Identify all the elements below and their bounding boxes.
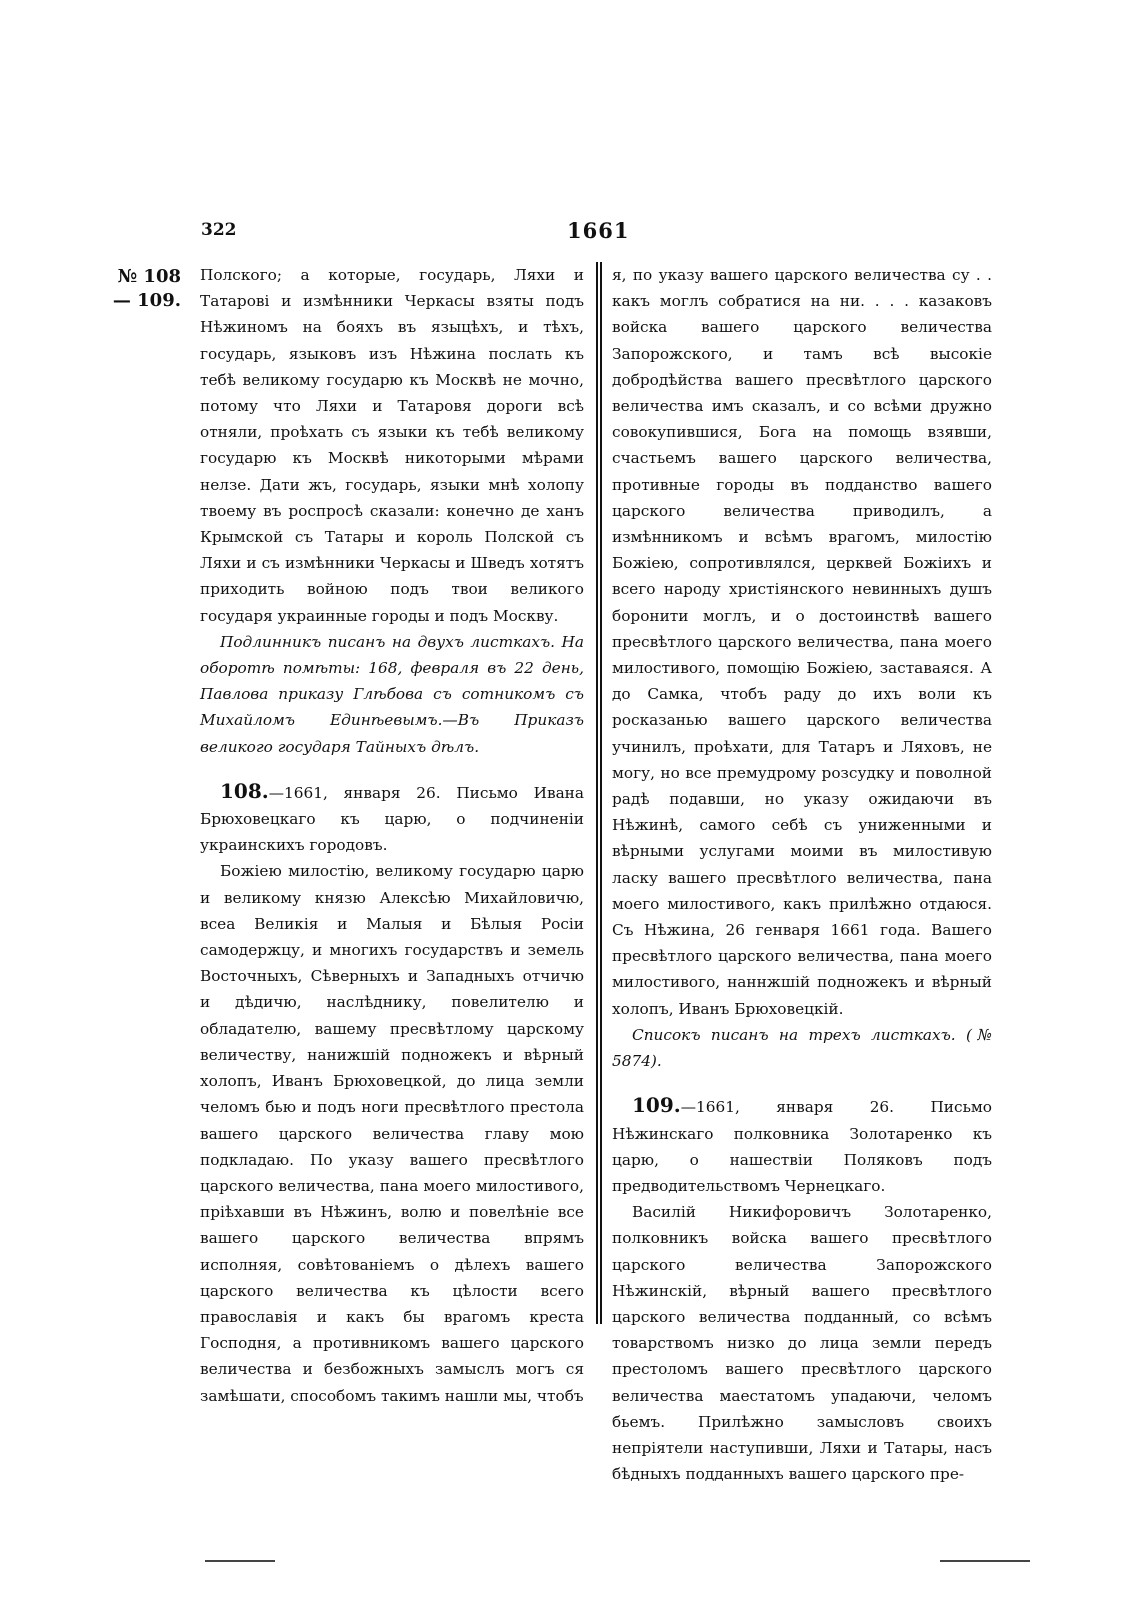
left-column xyxy=(200,262,584,1409)
bottom-scan-mark-left xyxy=(205,1560,275,1562)
right-column xyxy=(612,262,992,1487)
column-divider-right xyxy=(600,262,602,1324)
doc108-tail-text: Полского; а которые, государь, Ляхи и Татарові и измѣнники Черкасы взяты подъ Нѣжиномъ на бояхъ въ языцѣхъ, и тѣхъ, государь, языковъ изъ Нѣжина послать къ тебѣ великому государю къ Москвѣ не мочно, потому что Ляхи и Татаровя дороги всѣ отняли, проѣхать съ языки къ тебѣ великому государю къ Москвѣ никоторыми мѣрами нелзе. Дати жъ, государь, языки мнѣ холопу твоему въ роспросѣ сказали: конечно де ханъ Крымской съ Татары и король Полской съ Ляхи и съ измѣнники Черкасы и Шведъ хотятъ приходить войною подъ твои великого государя украинные городы и подъ Москву. xyxy=(200,266,584,625)
doc-number: 108. xyxy=(220,778,269,803)
margin-note-line-2: — 109. xyxy=(112,290,181,311)
page-number: 322 xyxy=(201,220,237,240)
doc108-heading xyxy=(200,778,584,859)
margin-document-numbers xyxy=(107,265,181,313)
doc109-heading xyxy=(612,1092,992,1199)
doc108-copy-note: Списокъ писанъ на трехъ листкахъ. (№ 5874). xyxy=(612,1025,992,1071)
doc109-body-text: Василій Никифоровичъ Золотаренко, полковникъ войска вашего пресвѣтлого царского величества Запорожского Нѣжинскій, вѣрный вашего пресвѣтлого царского величества подданный, со всѣмъ товарствомъ низко до лица земли передъ престоломъ вашего пресвѣтлого царского величества маестатомъ упадаючи, челомъ бьемъ. Прилѣжно замысловъ своихъ непріятели наступивши, Ляхи и Татары, насъ бѣдныхъ подданныхъ вашего царского пре- xyxy=(612,1203,992,1484)
margin-note-line-1: № 108 xyxy=(117,266,181,287)
column-divider-left xyxy=(596,262,598,1324)
doc-heading-text: —1661, января 26. Письмо Ивана Брюховецкаго къ царю, о подчиненіи украинскихъ городовъ. xyxy=(200,783,584,855)
doc-heading-text: —1661, января 26. Письмо Нѣжинскаго полковника Золотаренко къ царю, о нашествіи Поляковъ подъ предводительствомъ Чернецкаго. xyxy=(612,1098,992,1195)
page-year-header: 1661 xyxy=(567,218,630,243)
doc108-continuation-text: я, по указу вашего царского величества су . . какъ моглъ собратися на ни. . . . казаковъ войска вашего царского величества Запорожского, и тамъ всѣ высокіе доброд‍ѣйства вашего пресвѣтлого царского величества имъ сказалъ, и со всѣми дружно совокупившися, Бога на помощь взявши, счастьемъ вашего царского величества, противные городы въ подданство вашего царского величества приводилъ, а измѣнникомъ и всѣмъ врагомъ, милостію Божіею, сопротивлялся, церквей Божіихъ и всего народу христіянского невинныхъ душъ боронити моглъ, и о достоинствѣ вашего пресвѣтлого царского величества, пана моего милостивого, помощію Божіею, заставаяся. А до Самка, чтобъ раду до ихъ воли къ росказанью вашего царского величества учинилъ, проѣхати, для Татаръ и Ляховъ, не могу, но все премудрому розсудку и поволной радѣ подавши, но указу ожидаючи въ Нѣжинѣ, самого себѣ съ униженными и вѣрными услугами моими въ милостивую ласку вашего пресвѣтлого величества, пана моего милостивого, какъ прилѣжно отдаюся. Съ Нѣжина, 26 генваря 1661 года. Вашего пресвѣтлого царского величества, пана моего милостивого, наннжшій подножекъ и вѣрный холопъ, Иванъ Брюховецкій. xyxy=(612,266,992,1018)
doc-number: 109. xyxy=(632,1093,681,1118)
doc108-source-note: Подлинникъ писанъ на двухъ листкахъ. На оборотѣ помѣты: 168, февраля въ 22 день, Павлова приказу Глѣбова съ сотникомъ съ Михайломъ Единѣевымъ.—Въ Приказъ великого государя Тайныхъ дѣлъ. xyxy=(200,632,584,756)
doc108-body-text: Божіею милостію, великому государю царю и великому князю Алексѣю Михайловичю, всеа Великія и Малыя и Бѣлыя Росіи самодержцу, и многихъ государствъ и земель Восточныхъ, Сѣверныхъ и Западныхъ отчичю и дѣдичю, наслѣднику, повелителю и обладателю, вашему пресвѣтлому царскому величеству, нанижшій подножекъ и вѣрный холопъ, Иванъ Брюховецкой, до лица земли челомъ бью и подъ ноги пресвѣтлого престола вашего царского величества главу мою подкладаю. По указу вашего пресвѣтлого царского величества, пана моего милостивого, пріѣхавши въ Нѣжинъ, волю и повелѣніе все вашего царского величества впрямъ исполняя, совѣтованіемъ о дѣлехъ вашего царского величества къ цѣлости всего православія и какъ бы врагомъ креста Господня, а противникомъ вашего царского величества и безбожныхъ замыслъ могъ ся замѣшати, способомъ такимъ нашли мы, чтобъ xyxy=(200,862,584,1405)
bottom-scan-mark-right xyxy=(940,1560,1030,1562)
